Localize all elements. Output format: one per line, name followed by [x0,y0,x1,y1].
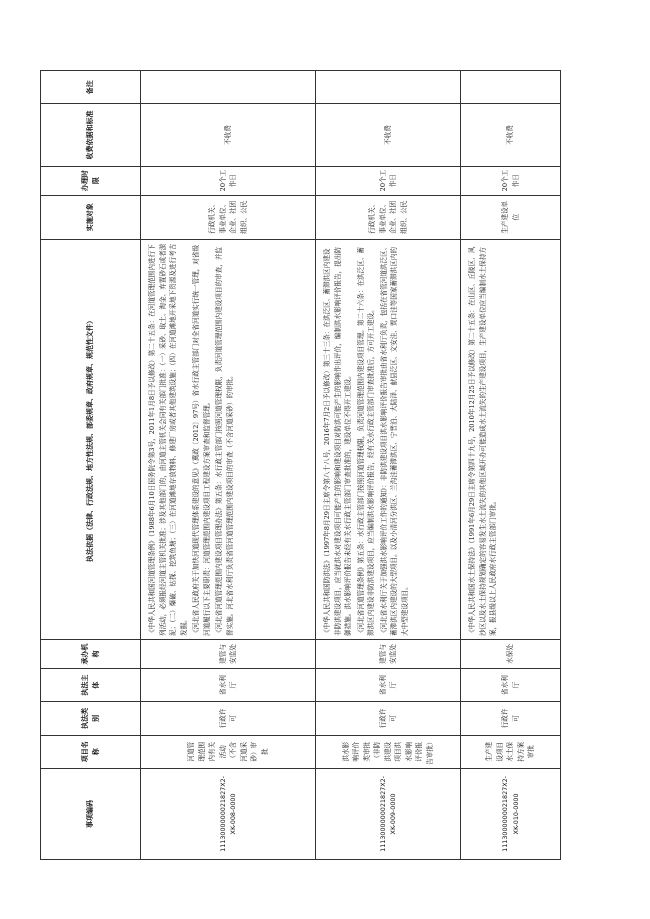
item-fee: 不收费 [316,104,461,166]
item-code: 1113000000021827X2-XK-008-0000 [141,768,316,859]
law-enforcement-table [40,70,561,860]
basis-paragraph: 《河北省河道管理条例》第五条：水行政主管部门按照河道管理权限，负责河道管理范围内建设项目管理。第二十六条：在洪泛区、蓄滞洪区内建设非防洪建设项目，应当编制洪水影响评价报告，经有关水行政主管部门审查批准后，方可开工建设。 [356,246,375,637]
item-code: 1113000000021827X2-XK-010-0000 [461,768,561,859]
header-time: 办理时限 [41,166,141,195]
table-row [316,71,461,860]
item-subject: 省水利厅 [141,668,316,701]
header-org: 承办机构 [41,640,141,669]
table-row [141,71,316,860]
item-org: 水保处 [461,640,561,669]
header-row [41,71,141,860]
item-code: 1113000000021827X2-XK-009-0000 [316,768,461,859]
item-object: 行政机关、事业单位、企业、社团组织、公民 [141,195,316,239]
item-object: 行政机关、事业单位、企业、社团组织、公民 [316,195,461,239]
item-org: 建管与安监处 [141,640,316,669]
item-remark [316,71,461,104]
item-basis [461,239,561,639]
basis-paragraph: 《河北省河道管理范围内建设项目管理办法》第五条：水行政主管部门按照河道管理权限，负责河道管理范围内建设项目的审查，并监督实施。河北省水利厅负责省管河道管理范围内建设项目的审查（不含河道采砂）的审批。 [215,246,234,637]
header-object: 实施对象 [41,195,141,239]
header-fee: 收费依据和标准 [41,104,141,166]
item-time: 20个工作日 [316,166,461,195]
item-type: 行政许可 [141,702,316,735]
item-name: 河道管理范围内有关活动（不含河道采砂）审批 [141,735,316,768]
item-basis [141,239,316,639]
header-subject: 执法主体 [41,668,141,701]
item-name: 生产建设项目水土保持方案审批 [461,735,561,768]
item-remark [461,71,561,104]
basis-paragraph: 《河北省水利厅关于加强洪水影响评价工作的通知》：非防洪建设项目洪水影响评价报告审批由省水利厅负责，包括在省管河道洪泛区、蓄滞洪区内建设的大型项目。以及小清河分洪区、兰沟洼蓄滞洪区、宁晋泊、大陆泽、献县泛区、文安洼、贾口洼等国家蓄滞洪区内的大中型建设项目。 [379,243,409,637]
item-time: 20个工作日 [141,166,316,195]
item-fee: 不收费 [461,104,561,166]
rotated-page [40,70,560,860]
item-object: 生产建设单位 [461,195,561,239]
header-code: 事项编码 [41,768,141,859]
item-name: 洪水影响评价类审批（非防洪建设项目洪水影响评价报告审批） [316,735,461,768]
item-time: 20个工作日 [461,166,561,195]
table-row [461,71,561,860]
item-basis [316,239,461,639]
item-subject: 省水利厅 [316,668,461,701]
item-fee: 不收费 [141,104,316,166]
item-remark [141,71,316,104]
item-subject: 省水利厅 [461,668,561,701]
header-basis: 执法依据（法律、行政法规、地方性法规、部委规章、政府规章、规范性文件） [41,239,141,639]
header-remark: 备注 [41,71,141,104]
item-type: 行政许可 [461,702,561,735]
header-name: 项目名称 [41,735,141,768]
basis-paragraph: 《中华人民共和国水土保持法》（1991年6月29日主席令第四十九号，2010年12月25日予以修改）第二十五条：在山区、丘陵区、风沙区以及水土保持规划确定的容易发生水土流失的其他区域开办可能造成水土流失的生产建设项目，生产建设单位应当编制水土保持方案，报县级以上人民政府水行政主管部门审批。 [468,246,497,637]
item-type: 行政许可 [316,702,461,735]
item-org: 建管与安监处 [316,640,461,669]
basis-paragraph: 《中华人民共和国防洪法》（1997年8月29日主席令第八十八号，2016年7月2日予以修改）第三十三条：在洪泛区、蓄滞洪区内建设非防洪建设项目，应当就洪水对建设项目可能产生的影响和建设项目对防洪可能产生的影响作出评价，编制洪水影响评价报告，提出防御措施。洪水影响评价报告未经有关水行政主管部门审查批准的，建设单位不得开工建设。 [323,246,352,637]
header-type: 执法类别 [41,702,141,735]
basis-paragraph: 《河北省人民政府关于加快河道现代管理体系建设的意见》（冀政〔2012〕97号）省水行政主管部门对全省河道实行统一管理，对省级河道履行以下主要职责：河道管理范围内建设项目工程建设方案审查和监督管理。 [192,244,211,637]
basis-paragraph: 《中华人民共和国河道管理条例》（1988年6月10日国务院令第3号，2011年1月8日予以修改）第二十五条：在河道管理范围内进行下列活动，必须报经河道主管机关批准；涉及其他部门的，由河道主管机关会同有关部门批准：（一）采砂、取土、淘金、弃置砂石或者淤泥；（二）爆破、钻探、挖筑鱼塘；（三）在河道滩地存放物料、修建厂房或者其他建筑设施；（四）在河道滩地开采地下资源及进行考古发掘。 [148,243,188,637]
